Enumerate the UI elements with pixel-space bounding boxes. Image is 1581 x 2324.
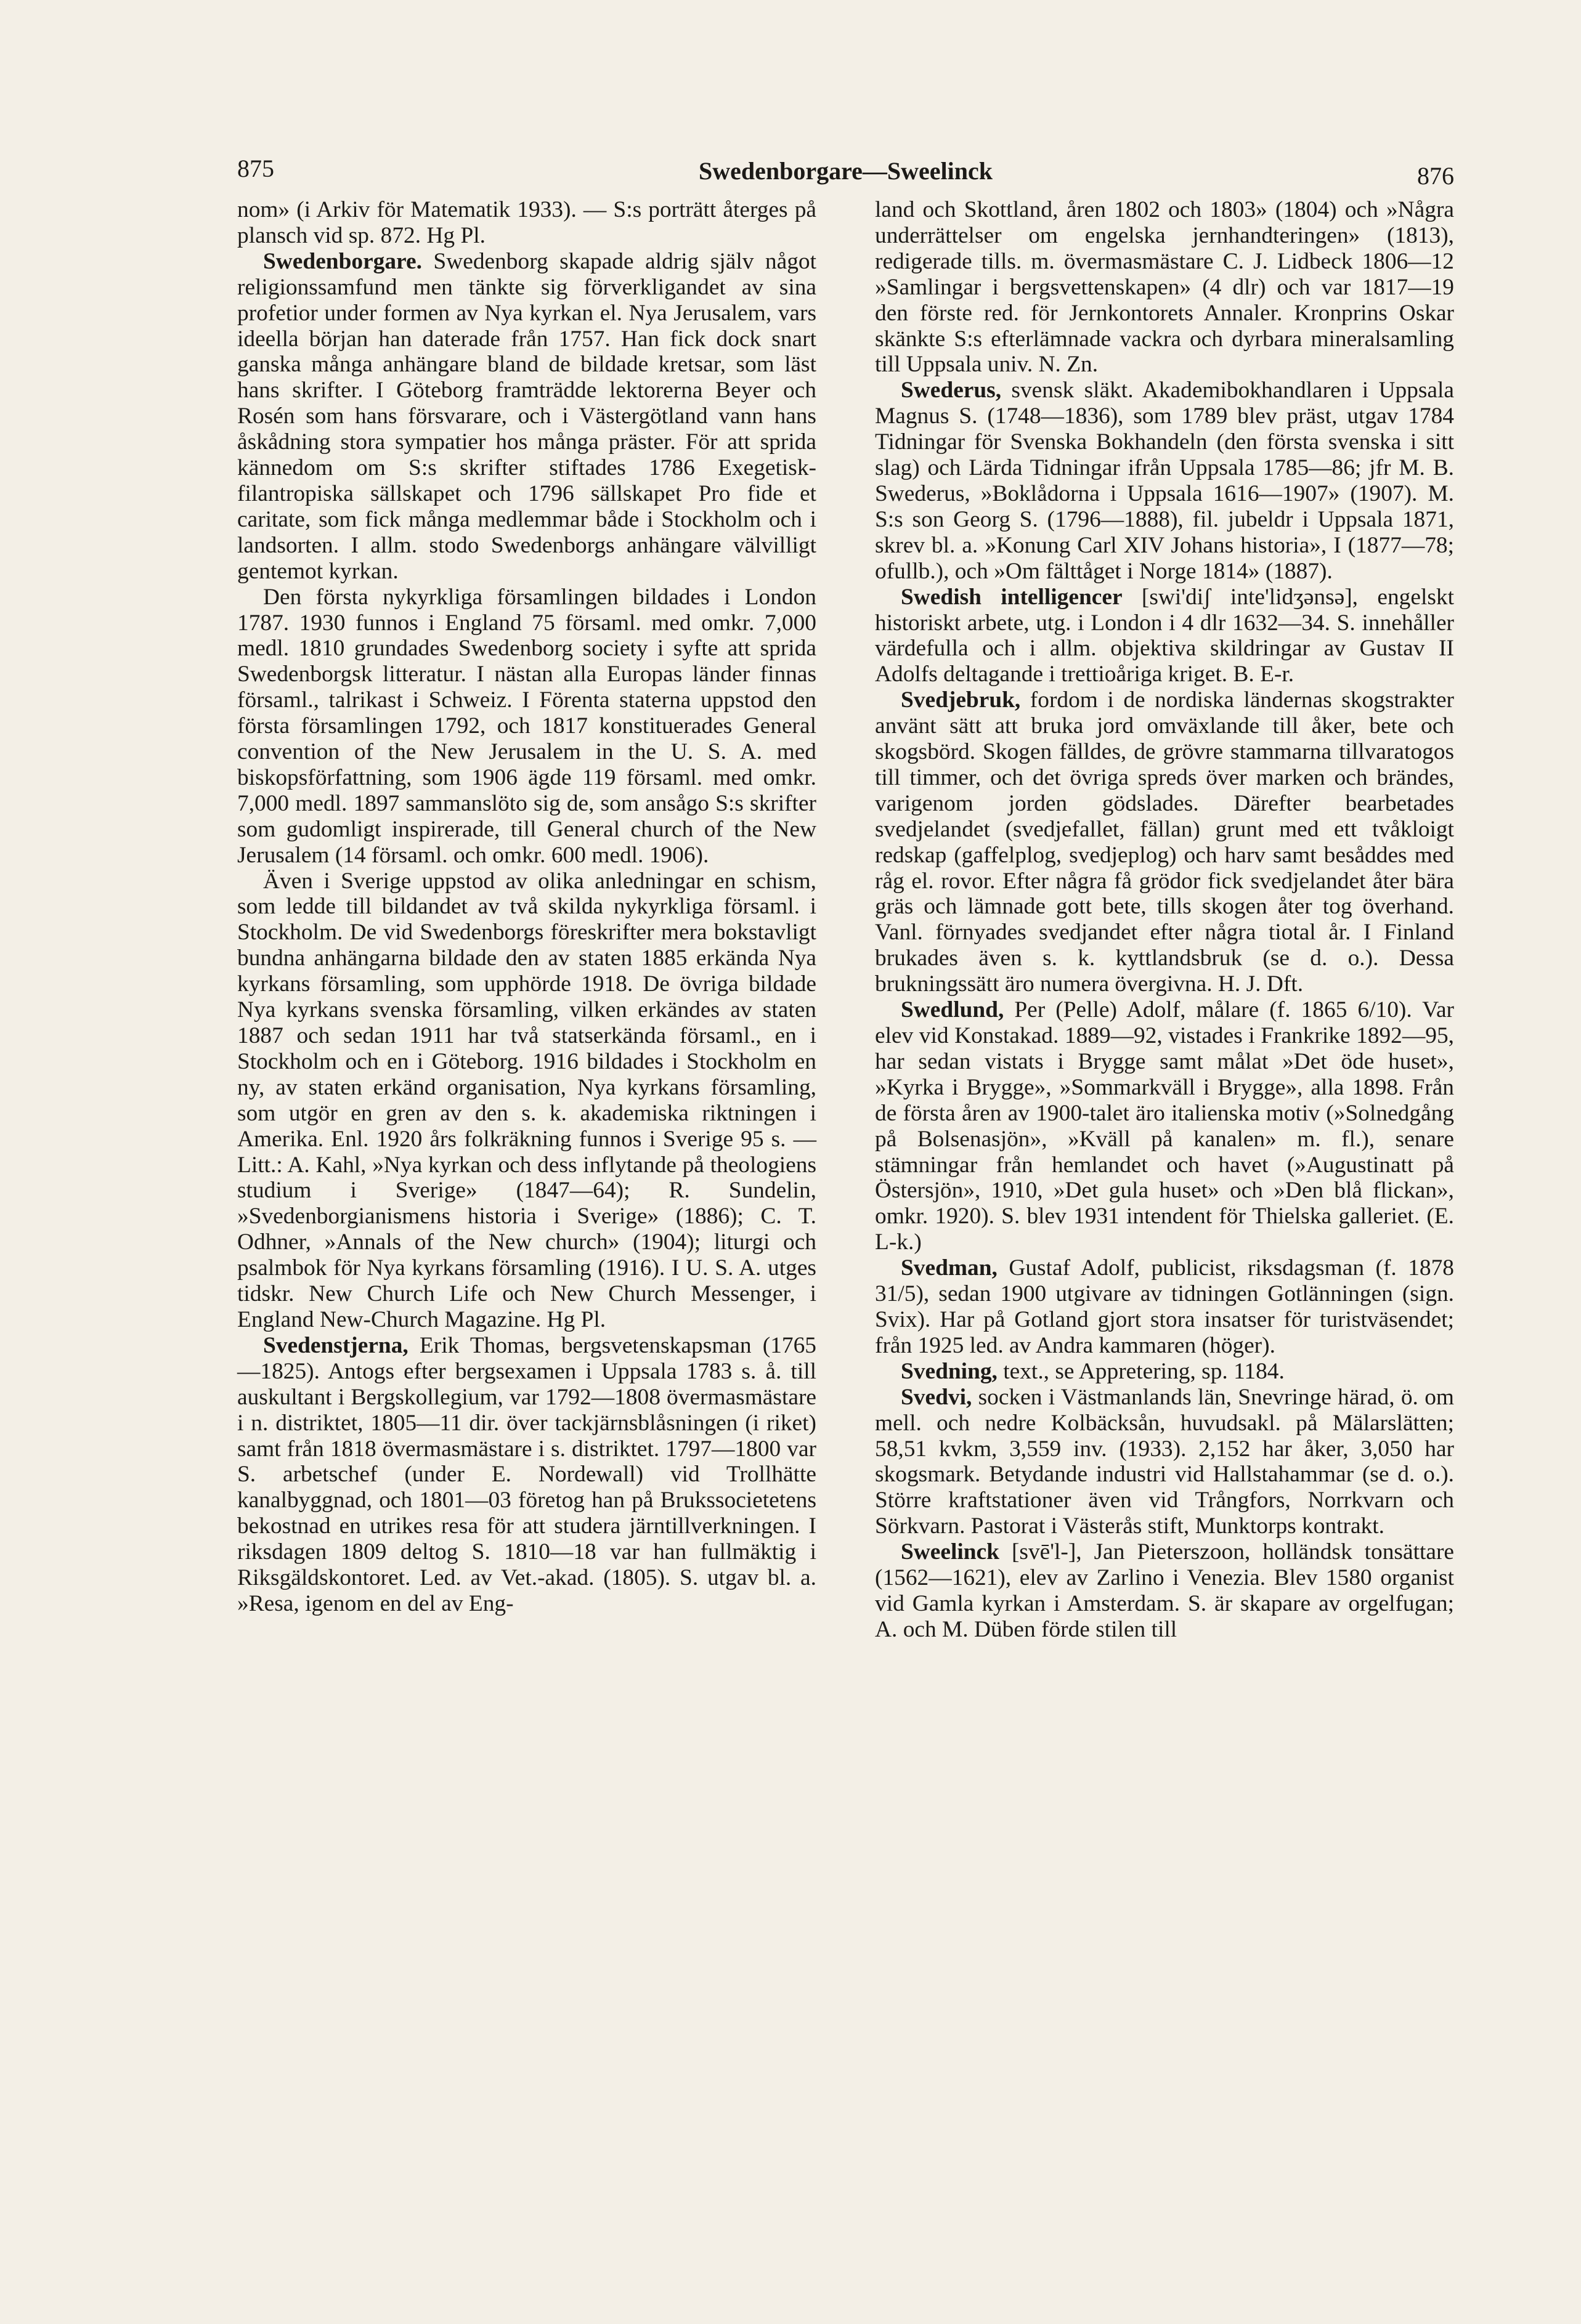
entry-headword: Svedning, xyxy=(901,1358,998,1384)
running-title: Swedenborgare—Sweelinck xyxy=(698,157,993,185)
running-header xyxy=(237,154,1454,197)
page-number-left: 875 xyxy=(237,155,274,182)
entry-paragraph xyxy=(875,1385,1454,1539)
continued-paragraph: nom» (i Arkiv för Matematik 1933). — S:s porträtt återges på plansch vid sp. 872. Hg Pl. xyxy=(237,197,816,248)
entry-text: [svē'l-], Jan Pieterszoon, holländsk tonsättare (1562—1621), elev av Zarlino i Venezia. Blev 1580 organist vid Gamla kyrkan i Amsterdam. S. är skapare av orgelfugan; A. och M. Düben förde stilen till xyxy=(875,1539,1454,1642)
entry-text: Swedenborg skapade aldrig själv något religionssamfund men tänkte sig förverkligandet av sina profetior under formen av Nya kyrkan el. Nya Jerusalem, vars ideella början han daterade från 1757. Han fick dock snart ganska många anhängare bland de bildade kretsar, som läst hans skrifter. I Göteborg framträdde lektorerna Beyer och Rosén som hans försvarare, och i Västergötland vann hans åskådning stora sympatier hos många präster. För att sprida kännedom om S:s skrifter stiftades 1786 Exegetisk-filantropiska sällskapet och 1796 sällskapet Pro fide et caritate, som fick många medlemmar både i Stockholm och i landsorten. I allm. stodo Swedenborgs anhängare välvilligt gentemot kyrkan. xyxy=(237,248,816,584)
body-paragraph: Den första nykyrkliga församlingen bildades i London 1787. 1930 funnos i England 75 församl. med omkr. 7,000 medl. 1810 grundades Swedenborg society i syfte att sprida Swedenborgsk litteratur. I nästan alla Europas länder finnas församl., talrikast i Schweiz. I Förenta staterna uppstod den första församlingen 1792, och 1817 konstituerades General convention of the New Jerusalem in the U. S. A. med biskopsförfattning, som 1906 ägde 119 församl. med omkr. 7,000 medl. 1897 sammanslöto sig de, som ansågo S:s skrifter som gudomligt inspirerade, till General church of the New Jerusalem (14 församl. och omkr. 600 medl. 1906). xyxy=(237,584,816,868)
entry-headword: Swederus, xyxy=(901,378,1002,403)
entry-text: Per (Pelle) Adolf, målare (f. 1865 6/10). Var elev vid Konstakad. 1889—92, vistades i Frankrike 1892—95, har sedan vistats i Brygge samt målat »Det öde huset», »Kyrka i Brygge», »Sommarkväll i Brygge», alla 1898. Från de första åren av 1900-talet äro italienska motiv (»Solnedgång på Bolsenasjön», »Kväll på kanalen» m. fl.), senare stämningar från hemlandet och havet (»Augustinatt på Östersjön», 1910, »Det gula huset» och »Den blå flickan», omkr. 1920). S. blev 1931 intendent för Thielska galleriet. (E. L-k.) xyxy=(875,997,1454,1255)
entry-paragraph xyxy=(237,249,816,585)
right-column xyxy=(875,197,1454,1643)
entry-paragraph xyxy=(875,1539,1454,1643)
entry-paragraph xyxy=(875,997,1454,1255)
continued-paragraph: land och Skottland, åren 1802 och 1803» (1804) och »Några underrättelser om engelska jernhandteringen» (1813), redigerade tills. m. övermasmästare C. J. Lidbeck 1806—12 »Samlingar i bergsvettenskapen» (4 dlr) och var 1817—19 den förste red. för Jernkontorets Annaler. Kronprins Oskar skänkte S:s efterlämnade vackra och dyrbara mineralsamling till Uppsala univ. N. Zn. xyxy=(875,197,1454,378)
entry-paragraph xyxy=(875,378,1454,584)
entry-text: svensk släkt. Akademibokhandlaren i Uppsala Magnus S. (1748—1836), som 1789 blev präst, utgav 1784 Tidningar för Svenska Bokhandeln (den första svenska i sitt slag) och Lärda Tidningar ifrån Uppsala 1785—86; jfr M. B. Swederus, »Boklådorna i Uppsala 1616—1907» (1907). M. S:s son Georg S. (1796—1888), fil. jubeldr i Uppsala 1871, skrev bl. a. »Konung Carl XIV Johans historia», I (1877—78; ofullb.), och »Om fälttåget i Norge 1814» (1887). xyxy=(875,378,1454,584)
entry-headword: Svedjebruk, xyxy=(901,687,1021,713)
entry-paragraph xyxy=(237,1333,816,1617)
entry-headword: Swedish intelligencer xyxy=(901,584,1123,610)
entry-paragraph xyxy=(875,1359,1454,1385)
entry-text: socken i Västmanlands län, Snevringe härad, ö. om mell. och nedre Kolbäcksån, huvudsakl. på Mälarslätten; 58,51 kvkm, 3,559 inv. (1933). 2,152 har åker, 3,050 har skogsmark. Betydande industri vid Hallstahammar (se d. o.). Större kraftstationer även vid Trångfors, Norrkvarn och Sörkvarn. Pastorat i Västerås stift, Munktorps kontrakt. xyxy=(875,1384,1454,1539)
entry-headword: Svedvi, xyxy=(901,1384,972,1410)
left-column xyxy=(237,197,816,1617)
page-number-right: 876 xyxy=(1417,162,1454,190)
entry-text: text., se Appretering, sp. 1184. xyxy=(997,1358,1285,1384)
entry-paragraph xyxy=(875,585,1454,688)
entry-text: [swi'diʃ inte'lidʒənsə], engelskt historiskt arbete, utg. i London i 4 dlr 1632—34. S. innehåller värdefulla och i allm. objektiva skildringar av Gustav II Adolfs deltagande i trettioåriga kriget. B. E-r. xyxy=(875,584,1454,687)
entry-paragraph xyxy=(875,687,1454,997)
body-paragraph: Även i Sverige uppstod av olika anledningar en schism, som ledde till bildandet av två skilda nykyrkliga församl. i Stockholm. De vid Swedenborgs föreskrifter mera bokstavligt bundna anhängarna bildade den av staten 1885 erkända Nya kyrkans församling, som upphörde 1918. De övriga bildade Nya kyrkans svenska församling, vilken erkändes av staten 1887 och sedan 1911 har två statserkända församl., en i Stockholm och en i Göteborg. 1916 bildades i Stockholm en ny, av staten erkänd organisation, Nya kyrkans församling, som utgör en gren av den s. k. akademiska riktningen i Amerika. Enl. 1920 års folkräkning funnos i Sverige 95 s. — Litt.: A. Kahl, »Nya kyrkan och dess inflytande på theologiens studium i Sverige» (1847—64); R. Sundelin, »Svedenborgianismens historia i Sverige» (1886); C. T. Odhner, »Annals of the New church» (1904); liturgi och psalmbok för Nya kyrkans församling (1916). I U. S. A. utges tidskr. New Church Life och New Church Messenger, i England New-Church Magazine. Hg Pl. xyxy=(237,868,816,1332)
entry-text: Erik Thomas, bergsvetenskapsman (1765—1825). Antogs efter bergsexamen i Uppsala 1783 s. å. till auskultant i Bergskollegium, var 1792—1808 övermasmästare i n. distriktet, 1805—11 dir. över tackjärnsblåsningen (i riket) samt från 1818 övermasmästare i s. distriktet. 1797—1800 var S. arbetschef (under E. Nordewall) vid Trollhätte kanalbyggnad, och 1801—03 företog han på Brukssocietetens bekostnad en utrikes resa för att studera järntillverkningen. I riksdagen 1809 deltog S. 1810—18 var han fullmäktig i Riksgäldskontoret. Led. av Vet.-akad. (1805). S. utgav bl. a. »Resa, igenom en del av Eng- xyxy=(237,1332,816,1616)
entry-headword: Swedlund, xyxy=(901,997,1004,1023)
entry-headword: Swedenborgare. xyxy=(263,248,422,274)
entry-text: Gustaf Adolf, publicist, riksdagsman (f. 1878 31/5), sedan 1900 utgivare av tidningen Gotlänningen (sign. Svix). Har på Gotland gjort stora insatser för turistväsendet; från 1925 led. av Andra kammaren (höger). xyxy=(875,1255,1454,1358)
entry-headword: Svedman, xyxy=(901,1255,998,1281)
entry-paragraph xyxy=(875,1255,1454,1359)
entry-headword: Svedenstjerna, xyxy=(263,1332,408,1358)
entry-text: fordom i de nordiska ländernas skogstrakter använt sätt att bruka jord omväxlande till åker, bete och skogsbörd. Skogen fälldes, de grövre stammarna tillvaratogos till timmer, och det övriga spreds över marken och brändes, varigenom jorden gödslades. Därefter bearbetades svedjelandet (svedjefallet, fällan) grunt med ett tvåkloigt redskap (gaffelplog, svedjeplog) och harv samt besåddes med råg el. rovor. Efter några få grödor fick svedjelandet åter bära gräs och lämnade gott bete, tills skogen åter tog överhand. Vanl. förnyades svedjandet efter några tiotal år. I Finland brukades även s. k. kyttlandsbruk (se d. o.). Dessa brukningssätt äro numera övergivna. H. J. Dft. xyxy=(875,687,1454,997)
entry-headword: Sweelinck xyxy=(901,1539,999,1565)
